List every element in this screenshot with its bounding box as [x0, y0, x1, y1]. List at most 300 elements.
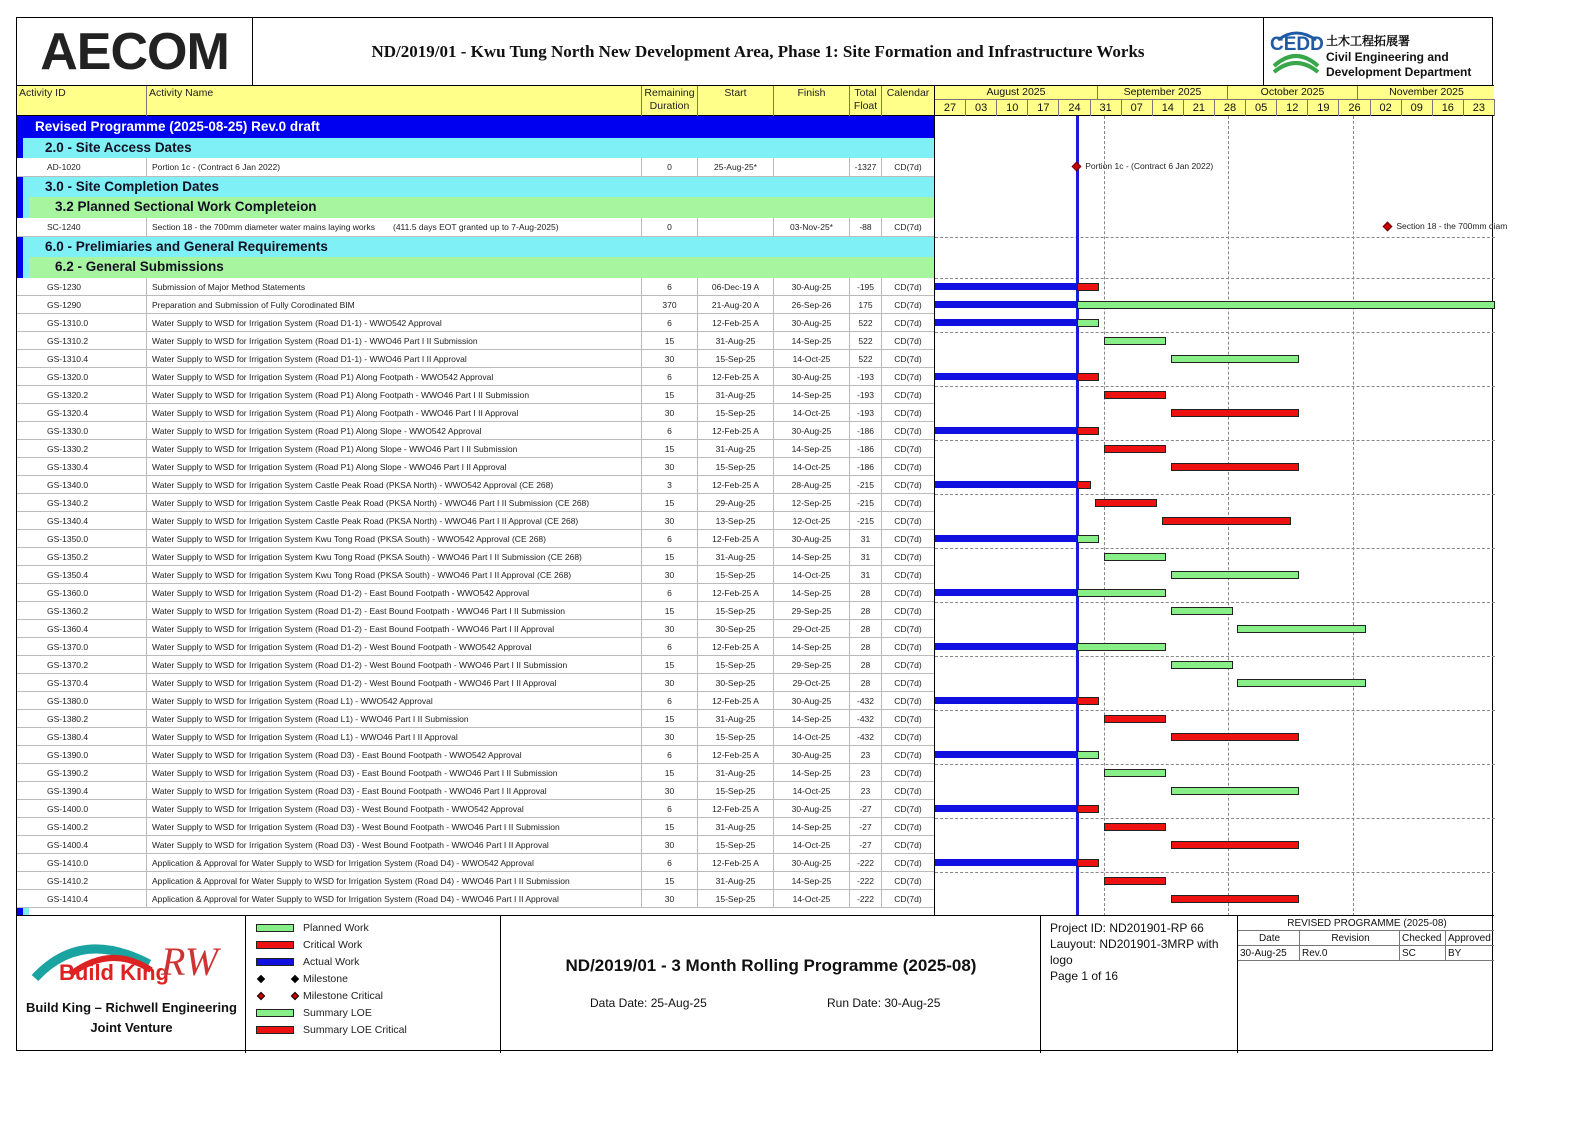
timeline-week-label: 24 — [1059, 100, 1090, 116]
planned-work-bar[interactable] — [1104, 553, 1166, 561]
activity-name: Water Supply to WSD for Irrigation System (Road D3) - West Bound Footpath - WWO542 Approval — [147, 800, 642, 818]
activity-row[interactable] — [17, 278, 934, 296]
remaining-duration: 3 — [642, 476, 698, 494]
finish-date: 14-Sep-25 — [774, 386, 850, 404]
finish-date: 29-Sep-25 — [774, 656, 850, 674]
calendar: CD(7d) — [894, 660, 922, 670]
activity-id: GS-1310.4 — [29, 350, 147, 368]
remaining-duration: 15 — [642, 494, 698, 512]
remaining-duration: 30 — [642, 782, 698, 800]
col-remaining-duration[interactable]: Remaining Duration — [642, 86, 698, 116]
activity-row[interactable] — [17, 566, 934, 584]
legend-label: Milestone Critical — [303, 990, 383, 1002]
total-float: -88 — [850, 218, 882, 236]
start-date: 12-Feb-25 A — [698, 800, 774, 818]
start-date: 12-Feb-25 A — [698, 854, 774, 872]
start-date: 12-Feb-25 A — [698, 584, 774, 602]
activity-id: SC-1240 — [29, 218, 147, 236]
timeline-week-label: 21 — [1184, 100, 1215, 116]
calendar: CD(7d) — [894, 714, 922, 724]
layout-name: Lauyout: ND201901-3MRP with logo — [1050, 937, 1219, 967]
diamond-icon — [291, 992, 299, 1000]
start-date: 12-Feb-25 A — [698, 692, 774, 710]
activity-id: GS-1380.4 — [29, 728, 147, 746]
start-date: 12-Feb-25 A — [698, 638, 774, 656]
calendar: CD(7d) — [894, 588, 922, 598]
timeline-week-label: 31 — [1091, 100, 1122, 116]
planned-work-bar[interactable] — [1171, 661, 1233, 669]
start-date: 31-Aug-25 — [698, 332, 774, 350]
activity-id: GS-1360.2 — [29, 602, 147, 620]
activity-row[interactable] — [17, 800, 934, 818]
finish-date: 14-Oct-25 — [774, 404, 850, 422]
group-planned-sectional-work[interactable]: 3.2 Planned Sectional Work Completeion — [29, 197, 934, 218]
actual-work-bar[interactable] — [935, 535, 1077, 542]
col-activity-name[interactable]: Activity Name — [147, 86, 642, 116]
activity-id: GS-1340.4 — [29, 512, 147, 530]
total-float: 28 — [850, 638, 882, 656]
start-date: 12-Feb-25 A — [698, 368, 774, 386]
activity-name: Application & Approval for Water Supply to WSD for Irrigation System (Road D4) - WWO46 Part I II Submission — [147, 872, 642, 890]
critical-work-bar[interactable] — [1077, 859, 1099, 867]
finish-date: 29-Oct-25 — [774, 620, 850, 638]
activity-row[interactable] — [17, 854, 934, 872]
planned-work-bar[interactable] — [1077, 319, 1099, 327]
activity-id: AD-1020 — [29, 158, 147, 176]
milestone-critical-icon[interactable] — [1072, 162, 1082, 172]
timeline-week-label: 10 — [997, 100, 1028, 116]
timeline-week-label: 26 — [1339, 100, 1370, 116]
month-gridline — [1228, 116, 1229, 916]
actual-work-bar[interactable] — [935, 427, 1077, 434]
total-float: 522 — [850, 332, 882, 350]
activity-row[interactable] — [17, 332, 934, 350]
calendar: CD(7d) — [894, 570, 922, 580]
activity-row[interactable] — [17, 314, 934, 332]
critical-work-bar[interactable] — [1171, 841, 1300, 849]
remaining-duration: 30 — [642, 674, 698, 692]
activity-row[interactable] — [17, 440, 934, 458]
actual-work-bar[interactable] — [935, 283, 1077, 290]
calendar: CD(7d) — [894, 840, 922, 850]
total-float: 28 — [850, 656, 882, 674]
col-activity-id[interactable]: Activity ID — [17, 86, 147, 116]
critical-work-bar[interactable] — [1077, 805, 1099, 813]
critical-work-bar[interactable] — [1077, 427, 1099, 435]
start-date: 31-Aug-25 — [698, 872, 774, 890]
aecom-logo: AECOM — [17, 18, 253, 86]
activity-name: Water Supply to WSD for Irrigation System (Road L1) - WWO542 Approval — [147, 692, 642, 710]
finish-date: 14-Sep-25 — [774, 440, 850, 458]
start-date: 12-Feb-25 A — [698, 422, 774, 440]
finish-date: 14-Oct-25 — [774, 728, 850, 746]
remaining-duration: 15 — [642, 440, 698, 458]
finish-date: 12-Oct-25 — [774, 512, 850, 530]
activity-name: Water Supply to WSD for Irrigation System (Road D1-2) - East Bound Footpath - WWO542 Approval — [147, 584, 642, 602]
finish-date: 30-Aug-25 — [774, 422, 850, 440]
group-site-access-dates[interactable]: 2.0 - Site Access Dates — [23, 138, 934, 158]
finish-date: 14-Sep-25 — [774, 710, 850, 728]
actual-work-bar[interactable] — [935, 319, 1077, 326]
planned-work-bar[interactable] — [1077, 643, 1166, 651]
remaining-duration: 30 — [642, 350, 698, 368]
finish-date: 14-Oct-25 — [774, 890, 850, 908]
activity-name: Water Supply to WSD for Irrigation System (Road D3) - West Bound Footpath - WWO46 Part I II Submission — [147, 818, 642, 836]
finish-date: 14-Oct-25 — [774, 782, 850, 800]
total-float: 175 — [850, 296, 882, 314]
row-group-gridline — [935, 872, 1495, 873]
activity-row[interactable] — [17, 818, 934, 836]
calendar: CD(7d) — [894, 336, 922, 346]
planned-work-bar[interactable] — [1171, 607, 1233, 615]
row-group-gridline — [935, 440, 1495, 441]
actual-work-bar[interactable] — [935, 859, 1077, 866]
total-float: -186 — [850, 440, 882, 458]
activity-row[interactable] — [17, 710, 934, 728]
start-date: 15-Sep-25 — [698, 404, 774, 422]
diamond-icon — [257, 992, 265, 1000]
start-date: 15-Sep-25 — [698, 350, 774, 368]
rw-mark: RW — [161, 939, 219, 984]
critical-work-bar[interactable] — [1104, 445, 1166, 453]
activity-row[interactable] — [17, 386, 934, 404]
month-gridline — [1353, 116, 1354, 916]
remaining-duration: 15 — [642, 656, 698, 674]
total-float: -222 — [850, 890, 882, 908]
activity-row[interactable] — [17, 890, 934, 908]
total-float: -193 — [850, 386, 882, 404]
finish-date: 03-Nov-25* — [774, 218, 850, 236]
remaining-duration: 15 — [642, 602, 698, 620]
planned-work-bar[interactable] — [1171, 355, 1300, 363]
remaining-duration: 6 — [642, 530, 698, 548]
activity-id: GS-1370.2 — [29, 656, 147, 674]
actual-work-bar[interactable] — [935, 301, 1077, 308]
calendar: CD(7d) — [894, 822, 922, 832]
critical-work-bar[interactable] — [1104, 877, 1166, 885]
total-float: -215 — [850, 494, 882, 512]
milestone-critical-icon[interactable] — [1383, 222, 1393, 232]
column-header-row — [17, 86, 934, 116]
actual-work-bar[interactable] — [935, 697, 1077, 704]
critical-work-bar[interactable] — [1104, 823, 1166, 831]
finish-date: 30-Aug-25 — [774, 692, 850, 710]
planned-work-bar[interactable] — [1104, 337, 1166, 345]
activity-id: GS-1360.0 — [29, 584, 147, 602]
critical-work-bar[interactable] — [1104, 715, 1166, 723]
milestone-row[interactable] — [17, 158, 934, 177]
activity-name: Water Supply to WSD for Irrigation System (Road D1-1) - WWO46 Part I II Approval — [147, 350, 642, 368]
finish-date: 29-Oct-25 — [774, 674, 850, 692]
calendar: CD(7d) — [894, 894, 922, 904]
start-date: 31-Aug-25 — [698, 710, 774, 728]
page-header — [17, 18, 1494, 86]
remaining-duration: 6 — [642, 422, 698, 440]
start-date: 31-Aug-25 — [698, 764, 774, 782]
activity-id: GS-1380.2 — [29, 710, 147, 728]
start-date: 21-Aug-20 A — [698, 296, 774, 314]
legend-swatch — [256, 941, 294, 949]
calendar: CD(7d) — [894, 354, 922, 364]
calendar: CD(7d) — [894, 534, 922, 544]
remaining-duration: 6 — [642, 800, 698, 818]
total-float: 31 — [850, 566, 882, 584]
calendar: CD(7d) — [894, 750, 922, 760]
planned-work-bar[interactable] — [1077, 751, 1099, 759]
row-group-gridline — [935, 278, 1495, 279]
group-preliminaries[interactable]: 6.0 - Prelimiaries and General Requirements — [23, 237, 934, 257]
project-info — [1041, 916, 1238, 1053]
activity-name: Water Supply to WSD for Irrigation System (Road D3) - East Bound Footpath - WWO46 Part I II Approval — [147, 782, 642, 800]
col-finish[interactable]: Finish — [774, 86, 850, 116]
start-date: 12-Feb-25 A — [698, 746, 774, 764]
planned-work-bar[interactable] — [1077, 589, 1166, 597]
finish-date: 14-Sep-25 — [774, 872, 850, 890]
critical-work-bar[interactable] — [1077, 283, 1099, 291]
start-date: 12-Feb-25 A — [698, 476, 774, 494]
rev-header-date: Date — [1238, 931, 1300, 946]
remaining-duration: 30 — [642, 566, 698, 584]
planned-work-bar[interactable] — [1077, 301, 1495, 309]
month-september: September 2025 — [1098, 86, 1228, 100]
activity-id: GS-1330.0 — [29, 422, 147, 440]
jv-brand-name: Build King — [59, 960, 169, 985]
timeline-week-label: 17 — [1028, 100, 1059, 116]
activity-name: Water Supply to WSD for Irrigation System (Road D3) - East Bound Footpath - WWO46 Part I II Submission — [147, 764, 642, 782]
start-date: 15-Sep-25 — [698, 602, 774, 620]
actual-work-bar[interactable] — [935, 643, 1077, 650]
col-calendar[interactable]: Calendar — [886, 87, 930, 99]
group-site-completion-dates[interactable]: 3.0 - Site Completion Dates — [23, 177, 934, 197]
calendar: CD(7d) — [894, 804, 922, 814]
critical-work-bar[interactable] — [1095, 499, 1157, 507]
month-august: August 2025 — [935, 86, 1098, 100]
calendar: CD(7d) — [894, 318, 922, 328]
actual-work-bar[interactable] — [935, 481, 1077, 488]
activity-name: Preparation and Submission of Fully Corodinated BIM — [147, 296, 642, 314]
activity-row[interactable] — [17, 512, 934, 530]
critical-work-bar[interactable] — [1104, 391, 1166, 399]
cedd-abbreviation: CEDD — [1270, 34, 1324, 55]
finish-date: 30-Aug-25 — [774, 530, 850, 548]
activity-name: Application & Approval for Water Supply to WSD for Irrigation System (Road D4) - WWO542 Approval — [147, 854, 642, 872]
activity-row[interactable] — [17, 404, 934, 422]
finish-date: 14-Oct-25 — [774, 350, 850, 368]
rev-date: 30-Aug-25 — [1238, 946, 1300, 961]
finish-date: 30-Aug-25 — [774, 314, 850, 332]
critical-work-bar[interactable] — [1171, 463, 1300, 471]
group-general-submissions[interactable]: 6.2 - General Submissions — [29, 257, 934, 278]
planned-work-bar[interactable] — [1171, 571, 1300, 579]
activity-row[interactable] — [17, 296, 934, 314]
activity-row[interactable] — [17, 656, 934, 674]
calendar: CD(7d) — [894, 444, 922, 454]
activity-id: GS-1350.0 — [29, 530, 147, 548]
planned-work-bar[interactable] — [1104, 769, 1166, 777]
row-group-gridline — [935, 332, 1495, 333]
start-date: 15-Sep-25 — [698, 566, 774, 584]
activity-id: GS-1310.2 — [29, 332, 147, 350]
calendar: CD(7d) — [894, 162, 922, 172]
rev-header-checked: Checked — [1400, 931, 1446, 946]
data-date: Data Date: 25-Aug-25 — [590, 996, 707, 1010]
project-id: Project ID: ND201901-RP 66 — [1050, 921, 1204, 935]
rev-header-revision: Revision — [1300, 931, 1400, 946]
activity-row[interactable] — [17, 584, 934, 602]
start-date: 15-Sep-25 — [698, 728, 774, 746]
activity-row[interactable] — [17, 620, 934, 638]
activity-name: Water Supply to WSD for Irrigation System (Road D3) - East Bound Footpath - WWO542 Approval — [147, 746, 642, 764]
start-date: 12-Feb-25 A — [698, 314, 774, 332]
activity-row[interactable] — [17, 782, 934, 800]
activity-row[interactable] — [17, 458, 934, 476]
remaining-duration: 30 — [642, 512, 698, 530]
activity-row[interactable] — [17, 638, 934, 656]
actual-work-bar[interactable] — [935, 589, 1077, 596]
total-float: 522 — [850, 350, 882, 368]
programme-title: ND/2019/01 - 3 Month Rolling Programme (2025-08) — [565, 956, 977, 975]
calendar: CD(7d) — [894, 426, 922, 436]
activity-name: Submission of Major Method Statements — [147, 278, 642, 296]
timeline-week-label: 12 — [1277, 100, 1308, 116]
month-gridline — [1104, 116, 1105, 916]
activity-row[interactable] — [17, 764, 934, 782]
remaining-duration: 6 — [642, 278, 698, 296]
activity-row[interactable] — [17, 602, 934, 620]
activity-row[interactable] — [17, 692, 934, 710]
finish-date: 14-Sep-25 — [774, 818, 850, 836]
activity-id: GS-1320.4 — [29, 404, 147, 422]
activity-row[interactable] — [17, 476, 934, 494]
finish-date: 14-Oct-25 — [774, 566, 850, 584]
revision-title: REVISED PROGRAMME (2025-08) — [1238, 916, 1494, 931]
planned-work-bar[interactable] — [1171, 787, 1300, 795]
page-number: Page 1 of 16 — [1050, 969, 1119, 983]
calendar: CD(7d) — [894, 516, 922, 526]
activity-id: GS-1290 — [29, 296, 147, 314]
activity-id: GS-1360.4 — [29, 620, 147, 638]
total-float: -193 — [850, 368, 882, 386]
actual-work-bar[interactable] — [935, 751, 1077, 758]
timeline-week-label: 16 — [1433, 100, 1464, 116]
finish-date: 12-Sep-25 — [774, 494, 850, 512]
critical-work-bar[interactable] — [1171, 409, 1300, 417]
timeline-week-label: 03 — [966, 100, 997, 116]
planned-work-bar[interactable] — [1237, 625, 1366, 633]
activity-row[interactable] — [17, 530, 934, 548]
critical-work-bar[interactable] — [1171, 733, 1300, 741]
activity-id: GS-1390.4 — [29, 782, 147, 800]
planned-work-bar[interactable] — [1237, 679, 1366, 687]
activity-name: Water Supply to WSD for Irrigation System (Road D1-2) - East Bound Footpath - WWO46 Part I II Approval — [147, 620, 642, 638]
col-start[interactable]: Start — [698, 86, 774, 116]
finish-date: 14-Oct-25 — [774, 836, 850, 854]
activity-row[interactable] — [17, 422, 934, 440]
timeline-week-label: 19 — [1308, 100, 1339, 116]
total-float: 31 — [850, 548, 882, 566]
finish-date — [774, 158, 850, 176]
finish-date: 14-Sep-25 — [774, 332, 850, 350]
milestone-label: Section 18 - the 700mm diam — [1396, 221, 1508, 231]
remaining-duration: 30 — [642, 890, 698, 908]
activity-name: Water Supply to WSD for Irrigation System Castle Peak Road (PKSA North) - WWO46 Part I II Submission (CE 268) — [147, 494, 642, 512]
cedd-name-line2: Development Department — [1326, 65, 1472, 79]
activity-name: Water Supply to WSD for Irrigation System (Road D1-1) - WWO46 Part I II Submission — [147, 332, 642, 350]
row-group-gridline — [935, 237, 1495, 238]
total-float: -215 — [850, 512, 882, 530]
row-group-gridline — [935, 386, 1495, 387]
calendar: CD(7d) — [894, 552, 922, 562]
calendar: CD(7d) — [894, 642, 922, 652]
calendar: CD(7d) — [894, 300, 922, 310]
activity-name-text: Section 18 - the 700mm diameter water mains laying works — [152, 222, 375, 232]
actual-work-bar[interactable] — [935, 805, 1077, 812]
activity-row[interactable] — [17, 368, 934, 386]
activity-row[interactable] — [17, 350, 934, 368]
critical-work-bar[interactable] — [1077, 697, 1099, 705]
activity-row[interactable] — [17, 674, 934, 692]
col-total-float[interactable]: Total Float — [850, 86, 882, 116]
activity-row[interactable] — [17, 836, 934, 854]
critical-work-bar[interactable] — [1077, 373, 1099, 381]
finish-date: 29-Sep-25 — [774, 602, 850, 620]
jv-name-line1: Build King – Richwell Engineering — [26, 1000, 237, 1015]
document-frame — [16, 17, 1508, 1051]
activity-row[interactable] — [17, 872, 934, 890]
activity-name: Water Supply to WSD for Irrigation System Kwu Tong Road (PKSA South) - WWO542 Approval (CE 268) — [147, 530, 642, 548]
remaining-duration: 6 — [642, 854, 698, 872]
activity-row[interactable] — [17, 494, 934, 512]
actual-work-bar[interactable] — [935, 373, 1077, 380]
activity-row[interactable] — [17, 548, 934, 566]
critical-work-bar[interactable] — [1171, 895, 1300, 903]
total-float: 28 — [850, 584, 882, 602]
row-group-gridline — [935, 602, 1495, 603]
activity-name: Water Supply to WSD for Irrigation System (Road L1) - WWO46 Part I II Approval — [147, 728, 642, 746]
milestone-row[interactable] — [17, 218, 934, 237]
planned-work-bar[interactable] — [1077, 535, 1099, 543]
calendar: CD(7d) — [894, 624, 922, 634]
rev-header-approved: Approved — [1446, 931, 1494, 946]
activity-row[interactable] — [17, 746, 934, 764]
programme-title-block — [501, 916, 1041, 1053]
finish-date: 30-Aug-25 — [774, 278, 850, 296]
timeline-week-label: 09 — [1402, 100, 1433, 116]
group-revised-programme[interactable]: Revised Programme (2025-08-25) Rev.0 draft — [17, 116, 934, 138]
row-group-gridline — [935, 818, 1495, 819]
calendar: CD(7d) — [894, 390, 922, 400]
calendar: CD(7d) — [894, 858, 922, 868]
legend-swatch — [256, 1026, 294, 1034]
activity-row[interactable] — [17, 728, 934, 746]
total-float: 23 — [850, 764, 882, 782]
calendar: CD(7d) — [894, 786, 922, 796]
activity-name: Water Supply to WSD for Irrigation System (Road P1) Along Slope - WWO46 Part I II Submission — [147, 440, 642, 458]
critical-work-bar[interactable] — [1077, 481, 1090, 489]
activity-name: Water Supply to WSD for Irrigation System (Road P1) Along Footpath - WWO46 Part I II Submission — [147, 386, 642, 404]
activity-name: Water Supply to WSD for Irrigation System (Road P1) Along Slope - WWO46 Part I II Approval — [147, 458, 642, 476]
critical-work-bar[interactable] — [1162, 517, 1291, 525]
month-october: October 2025 — [1228, 86, 1358, 100]
start-date: 31-Aug-25 — [698, 386, 774, 404]
activity-name: Water Supply to WSD for Irrigation System Castle Peak Road (PKSA North) - WWO46 Part I II Approval (CE 268) — [147, 512, 642, 530]
total-float: -27 — [850, 836, 882, 854]
calendar: CD(7d) — [894, 222, 922, 232]
legend-label: Critical Work — [303, 939, 363, 951]
legend-label: Planned Work — [303, 922, 369, 934]
activity-name: Water Supply to WSD for Irrigation System (Road D1-2) - East Bound Footpath - WWO46 Part I II Submission — [147, 602, 642, 620]
run-date: Run Date: 30-Aug-25 — [827, 996, 941, 1010]
